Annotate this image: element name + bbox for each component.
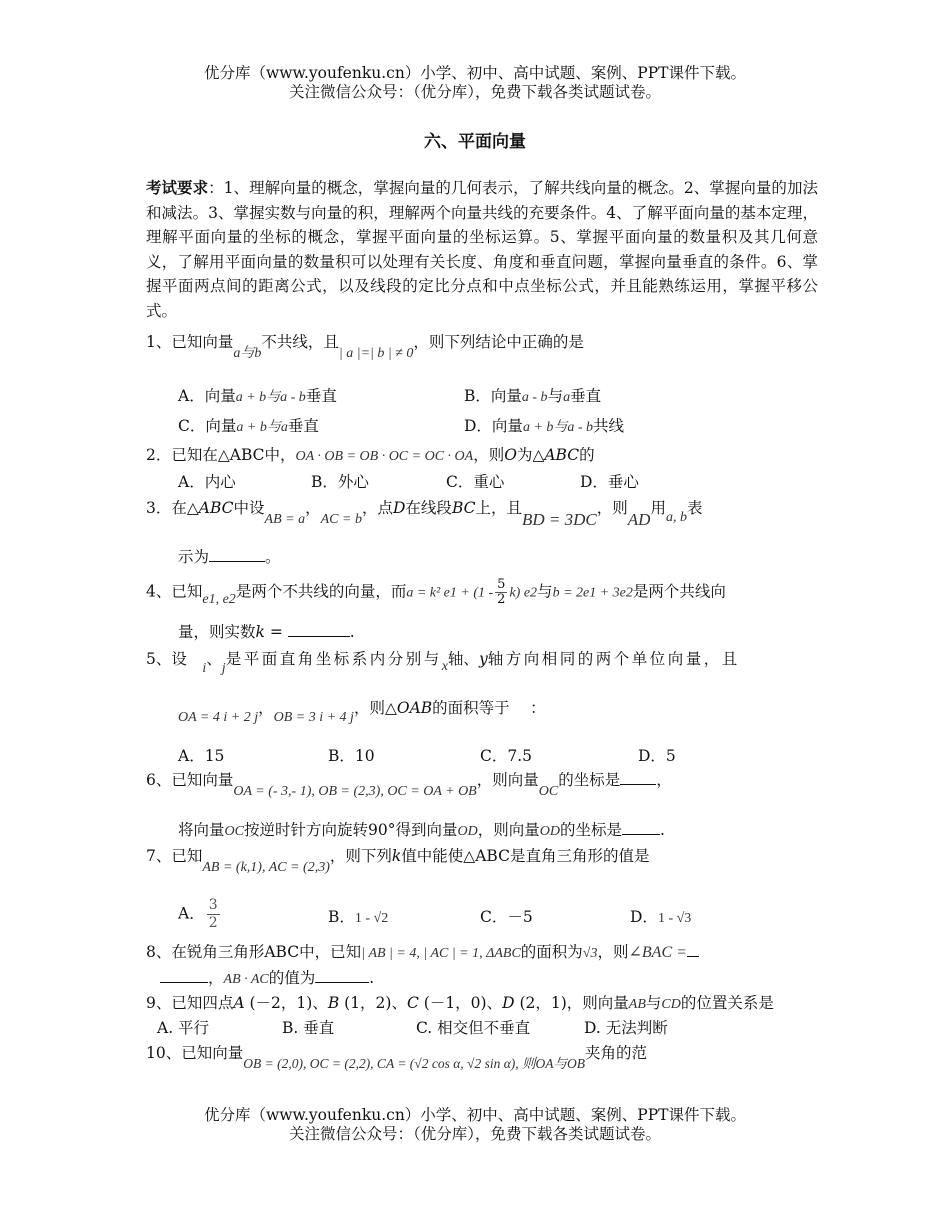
q4-stem: 4、已知e1, e2是两个不共线的向量，而a = k² e1 + (1 - $\frac{5}{2}$ k) e2与b = 2e1 + 3e2是两个共线向 — [146, 577, 726, 607]
q5-continuation: OA = 4 i + 2 j，OB = 3 i + 4 j，则△OAB的面积等于 ： — [178, 699, 546, 725]
requirements-text: ：1、理解向量的概念，掌握向量的几何表示，了解共线向量的概念。2、掌握向量的加法和减法。3、掌握实数与向量的积，理解两个向量共线的充要条件。4、了解平面向量的基本定理，理解平面向量的坐标的概念，掌握平面向量的坐标运算。5、掌握平面向量的数量积及其几何意义，了解用平面向量的数量积可以处理有关长度、角度和垂直问题，掌握向量垂直的条件。6、掌握平面两点间的距离公式，以及线段的定比分点和中点坐标公式，并且能熟练运用，掌握平移公式。 — [146, 179, 818, 320]
q1-stem-a: 1、已知向量 — [146, 333, 234, 351]
footer-line-1: 优分库（www.youfenku.cn）小学、初中、高中试题、案例、PPT课件下载。 — [203, 1106, 747, 1124]
q4-fraction: $\frac{5}{2}$ — [497, 577, 506, 607]
q1-math-a: a与b — [233, 346, 262, 361]
q8-answer-blank-1a[interactable] — [687, 942, 699, 957]
q6-stem: 6、已知向量OA = (- 3,- 1), OB = (2,3), OC = OA + OB，则向量OC的坐标是 ， — [146, 771, 672, 799]
q1-option-d: D．向量a + b与a - b共线 — [464, 417, 625, 435]
q9-option-c: C. 相交但不垂直 — [416, 1019, 531, 1037]
q5-option-c: C．7.5 — [480, 747, 533, 765]
q7-option-a: A． $\frac{3}{2}$ — [178, 897, 218, 931]
q9-stem: 9、已知四点A (－2，1)、B (1，2)、C (－1，0)、D (2，1)，则向量AB与CD的位置关系是 — [146, 994, 774, 1012]
header-line-2: 关注微信公众号：（优分库），免费下载各类试题试卷。 — [288, 83, 661, 101]
q5-option-d: D．5 — [638, 747, 676, 765]
q2-math: OA · OB = OB · OC = OC · OA — [295, 449, 474, 464]
q6-answer-blank-1[interactable] — [620, 770, 656, 785]
q7-option-d: D．1 - √3 — [630, 908, 692, 926]
q1-stem — [146, 330, 584, 361]
q10-stem: 10、已知向量OB = (2,0), OC = (2,2), CA = (√2 cos α, √2 sin α), 则OA与OB夹角的范 — [146, 1044, 648, 1071]
q2-option-a: A．内心 — [178, 473, 236, 491]
q8-continuation: ，AB · AC的值为 . — [160, 966, 374, 988]
q6-answer-blank-2[interactable] — [622, 820, 660, 835]
q5-stem: 5、设 i、j是平面直角坐标系内分别与x轴、y轴方向相同的两个单位向量，且 — [146, 650, 740, 676]
q5-option-b: B．10 — [328, 747, 375, 765]
page-header — [0, 64, 950, 102]
q8-answer-blank-2[interactable] — [315, 968, 369, 983]
q7-option-c: C．－5 — [480, 908, 533, 926]
q7-stem: 7、已知AB = (k,1), AC = (2,3)，则下列k值中能使△ABC是直角三角形的值是 — [146, 847, 650, 875]
q2-option-c: C．重心 — [446, 473, 505, 491]
q3-continuation: 示为 。 — [178, 548, 281, 566]
requirements-label: 考试要求 — [146, 178, 209, 197]
q1-option-a: A．向量a + b与a - b垂直 — [178, 387, 337, 405]
footer-line-2: 关注微信公众号：（优分库），免费下载各类试题试卷。 — [288, 1125, 661, 1143]
q1-option-b: B．向量a - b与a垂直 — [464, 387, 602, 405]
exam-requirements — [146, 176, 818, 323]
q9-option-a: A. 平行 — [157, 1019, 210, 1037]
q3-answer-blank[interactable] — [209, 547, 265, 562]
q3-stem: 3．在△ABC中设AB = a，AC = b，点D在线段BC上，且BD = 3DC，则AD用a, b表 — [146, 499, 703, 529]
q2-stem: 2．已知在△ABC中，OA · OB = OB · OC = OC · OA，则O为△ABC的 — [146, 446, 595, 464]
q8-answer-blank-1b[interactable] — [160, 968, 208, 983]
q5-option-a: A．15 — [178, 747, 225, 765]
q1-option-c: C．向量a + b与a垂直 — [178, 417, 319, 435]
section-title: 六、平面向量 — [424, 132, 526, 152]
q1-stem-c: ，则下列结论中正确的是 — [413, 333, 584, 351]
q4-answer-blank[interactable] — [288, 622, 350, 637]
q8-stem: 8、在锐角三角形ABC中，已知| AB | = 4, | AC | = 1, ΔABC的面积为√3，则∠BAC = — [146, 940, 699, 962]
q4-continuation: 量，则实数k = . — [178, 623, 355, 641]
q1-stem-b: 不共线，且 — [261, 333, 339, 351]
q7-option-b: B．1 - √2 — [328, 908, 389, 926]
q2-option-d: D．垂心 — [580, 473, 639, 491]
header-line-1: 优分库（www.youfenku.cn）小学、初中、高中试题、案例、PPT课件下载。 — [203, 64, 747, 82]
q9-option-b: B. 垂直 — [282, 1019, 335, 1037]
q2-option-b: B．外心 — [311, 473, 369, 491]
q9-option-d: D. 无法判断 — [584, 1019, 668, 1037]
q1-math-b: | a |=| b | ≠ 0 — [338, 346, 414, 361]
q6-continuation: 将向量OC按逆时针方向旋转90°得到向量OD，则向量OD的坐标是 . — [178, 821, 665, 839]
page-footer — [0, 1106, 950, 1144]
